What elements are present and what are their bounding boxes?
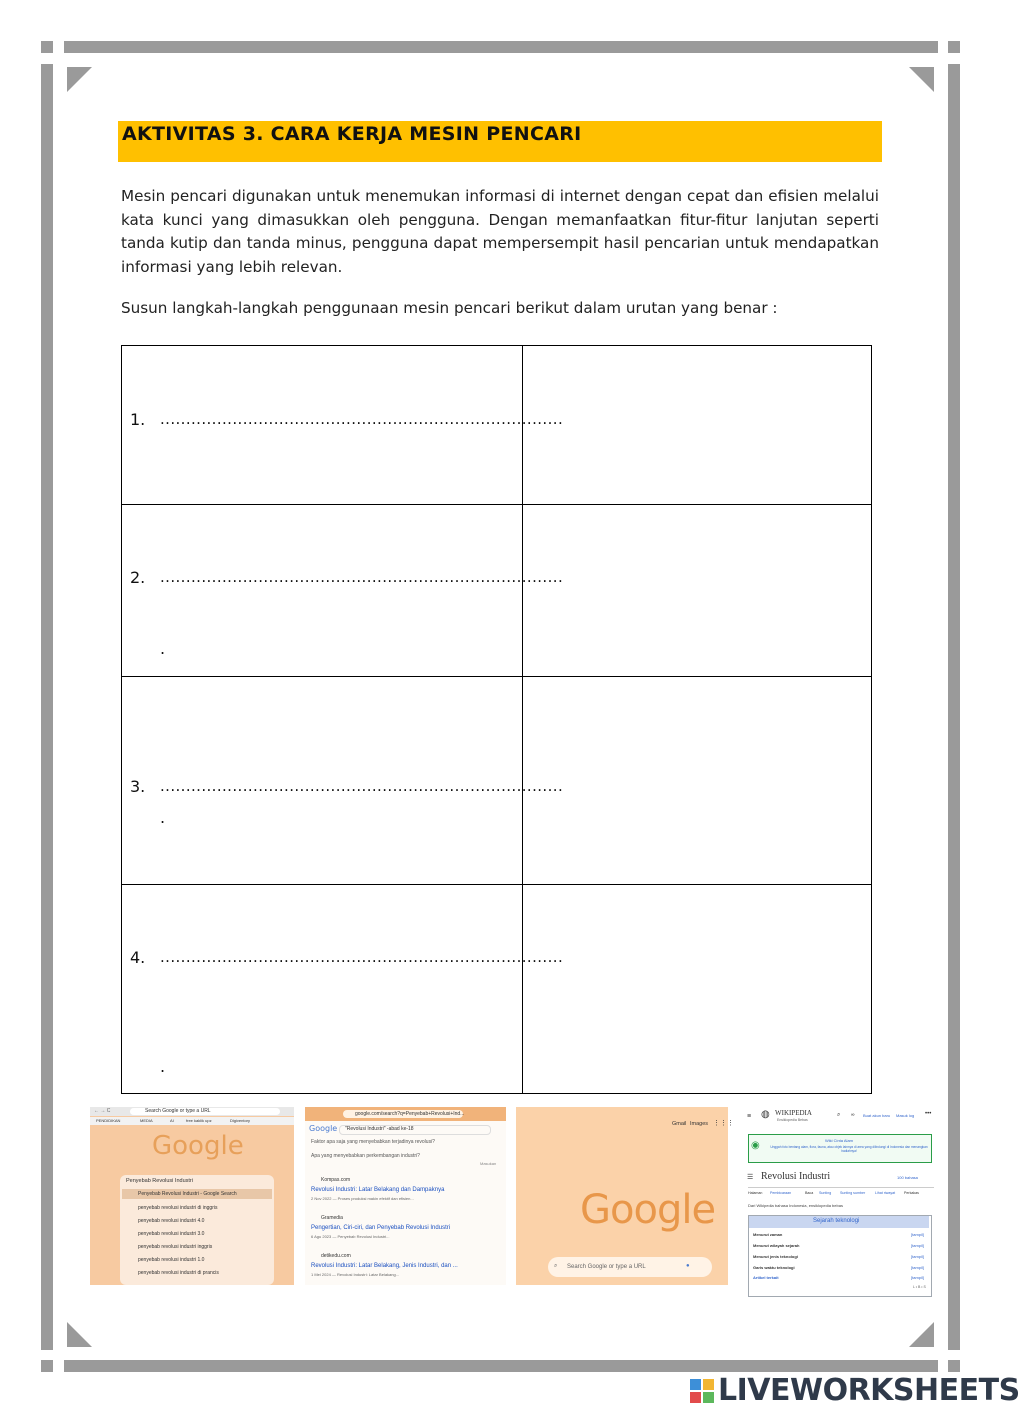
screenshot-card-google-home[interactable] <box>516 1107 734 1285</box>
navbox-footer: L • B • S <box>913 1285 926 1289</box>
banner-text: Unggah foto bentang alam, flora, fauna, atau objek lainnya di area yang dilindungi di Indonesia dan menangkan hadiahnya! <box>770 1145 928 1153</box>
suggestion-item[interactable]: penyebab revolusi industri di inggris <box>138 1205 218 1211</box>
frame-corner-square <box>948 1360 960 1372</box>
result-site: Kompas.com <box>321 1177 351 1183</box>
result-title[interactable]: Revolusi Industri: Latar Belakang, Jenis Industri, dan ... <box>311 1263 458 1269</box>
banner-title[interactable]: Wiki Cinta Alam <box>825 1138 854 1143</box>
drop-zone-cell[interactable] <box>523 885 872 1094</box>
article-title: Revolusi Industri <box>761 1171 831 1182</box>
navbox-item: Menurut jenis teknologi <box>753 1254 798 1259</box>
search-icon[interactable]: ⌕ <box>837 1112 841 1118</box>
step-number: 4. <box>130 948 146 967</box>
address-bar-text: Search Google or type a URL <box>145 1108 211 1114</box>
navbox-toggle[interactable]: [tampil] <box>911 1254 924 1259</box>
suggestion-item[interactable]: penyebab revolusi industri 4.0 <box>138 1218 205 1224</box>
article-origin-text: Dari Wikipedia bahasa Indonesia, ensiklopedia bebas <box>748 1203 843 1208</box>
banner-icon: ◉ <box>751 1140 760 1151</box>
suggestion-item[interactable]: penyebab revolusi industri 1.0 <box>138 1257 205 1263</box>
instruction-text: Susun langkah-langkah penggunaan mesin pencari berikut dalam urutan yang benar : <box>121 299 778 317</box>
navbox-item: Menurut wilayah sejarah <box>753 1243 800 1248</box>
login-link[interactable]: Masuk log <box>896 1113 915 1118</box>
bookmark-item: free kaklik upz <box>186 1118 212 1123</box>
bookmark-item: PENDIDIKAN <box>96 1118 121 1123</box>
table-row <box>122 677 872 885</box>
preferences-icon[interactable]: ∞ <box>851 1112 855 1118</box>
activity-heading-bar <box>118 121 882 162</box>
toc-icon[interactable]: ☰ <box>747 1174 754 1181</box>
frame-top-border <box>64 41 938 53</box>
table-row <box>122 885 872 1094</box>
answer-blank[interactable]: .............................................................................. <box>160 777 564 795</box>
result-snippet: 6 Agu 2023 — Penyebab Revolusi Industri... <box>311 1234 390 1239</box>
result-title[interactable]: Revolusi Industri: Latar Belakang dan Dampaknya <box>311 1187 445 1193</box>
frame-right-border <box>948 64 960 1350</box>
answer-blank-tail: . <box>160 1057 166 1076</box>
tab-tools[interactable]: Perkakas <box>904 1191 919 1195</box>
navbox-toggle[interactable]: [tampil] <box>911 1265 924 1270</box>
frame-corner-triangle <box>67 1322 92 1347</box>
feedback-link[interactable]: Masukan <box>480 1161 497 1166</box>
screenshot-card-search-results[interactable] <box>305 1107 506 1285</box>
google-logo: Google <box>152 1131 244 1161</box>
screenshot-card-search-suggestions[interactable] <box>90 1107 294 1285</box>
bookmark-item: AI <box>170 1118 174 1123</box>
navbox-title[interactable]: Sejarah teknologi <box>813 1218 860 1224</box>
answer-blank[interactable]: .............................................................................. <box>160 948 564 966</box>
google-logo: Google <box>580 1187 716 1233</box>
step-cell <box>122 346 564 505</box>
search-box-placeholder: Search Google or type a URL <box>567 1264 646 1270</box>
address-bar-text: google.com/search?q=Penyebab+Revolusi+Ind... <box>355 1111 465 1117</box>
wikipedia-globe-icon: ◍ <box>761 1109 770 1120</box>
bookmark-item: Digiventory <box>230 1118 251 1123</box>
tab-talk[interactable]: Pembicaraan <box>770 1191 792 1195</box>
navbox-toggle[interactable]: [tampil] <box>911 1275 924 1280</box>
step-cell <box>122 505 564 677</box>
step-number: 3. <box>130 777 146 796</box>
result-snippet: 1 Mei 2024 — Revolusi Industri: Latar Belakang... <box>311 1272 400 1277</box>
tab-history[interactable]: Lihat riwayat <box>875 1191 896 1195</box>
suggestion-item[interactable]: penyebab revolusi industri 3.0 <box>138 1231 205 1237</box>
frame-bottom-border <box>64 1360 938 1372</box>
bookmark-item: MEDIA <box>140 1118 153 1123</box>
drop-zone-cell[interactable] <box>523 346 872 505</box>
result-snippet: 2 Nov 2022 — Proses produksi makin efektif dan efisien... <box>311 1196 414 1201</box>
divider <box>748 1187 934 1188</box>
frame-corner-square <box>41 41 53 53</box>
tab-read[interactable]: Baca <box>805 1191 814 1195</box>
related-question[interactable]: Faktor apa saja yang menyebabkan terjadinya revolusi? <box>311 1139 435 1145</box>
navbox-item: Garis waktu teknologi <box>753 1265 795 1270</box>
suggestion-item[interactable]: penyebab revolusi industri di prancis <box>138 1270 219 1276</box>
result-site: Gramedia <box>321 1215 343 1221</box>
frame-corner-triangle <box>909 1322 934 1347</box>
tab-edit[interactable]: Sunting <box>819 1191 832 1195</box>
step-cell <box>122 677 564 885</box>
search-query: Penyebab Revolusi Industri <box>126 1178 193 1184</box>
navbox-toggle[interactable]: [tampil] <box>911 1243 924 1248</box>
step-cell <box>122 885 564 1094</box>
wikipedia-tagline: Ensiklopedia Bebas <box>777 1118 808 1122</box>
activity-heading: AKTIVITAS 3. CARA KERJA MESIN PENCARI <box>122 123 582 145</box>
answer-blank[interactable]: .............................................................................. <box>160 410 564 428</box>
language-selector[interactable]: 100 bahasa <box>897 1175 918 1180</box>
google-logo: Google <box>309 1124 338 1133</box>
suggestion-item[interactable]: Penyebab Revolusi Industri - Google Search <box>138 1191 237 1197</box>
frame-left-border <box>41 64 53 1350</box>
wikipedia-brand: WIKIPEDIA <box>775 1109 812 1117</box>
frame-corner-triangle <box>909 67 934 92</box>
drop-zone-cell[interactable] <box>523 677 872 885</box>
liveworksheets-wordmark: LIVEWORKSHEETS <box>718 1373 1020 1408</box>
search-query: "Revolusi Industri" -abad ke-18 <box>345 1126 414 1132</box>
related-question[interactable]: Apa yang menyebabkan perkembangan industri? <box>311 1153 420 1159</box>
answer-blank[interactable]: .............................................................................. <box>160 568 564 586</box>
result-site: detikedu.com <box>321 1253 351 1259</box>
nav-arrows-icon: ← → C <box>94 1108 111 1114</box>
answer-table <box>121 345 872 1094</box>
result-title[interactable]: Pengertian, Ciri-ciri, dan Penyebab Revolusi Industri <box>311 1225 451 1231</box>
step-number: 1. <box>130 410 146 429</box>
tab-article[interactable]: Halaman <box>748 1191 763 1195</box>
images-link[interactable]: Images <box>690 1121 709 1127</box>
step-number: 2. <box>130 568 146 587</box>
answer-blank-tail: . <box>160 808 166 827</box>
apps-grid-icon[interactable]: ⋮⋮⋮ <box>713 1120 734 1127</box>
frame-corner-square <box>948 41 960 53</box>
intro-paragraph: Mesin pencari digunakan untuk menemukan informasi di internet dengan cepat dan efisien melalui kata kunci yang dimasukkan oleh pengguna. Dengan memanfaatkan fitur-fitur lanjutan seperti tanda kutip dan tanda minus, pengguna dapat mempersempit hasil pencarian untuk mendapatkan informasi yang lebih relevan. <box>121 187 879 276</box>
answer-blank-tail: . <box>160 639 166 658</box>
navbox-item[interactable]: Artikel terkait <box>753 1275 779 1280</box>
menu-icon[interactable]: ≡ <box>747 1113 752 1120</box>
search-icon: ⌕ <box>554 1263 558 1269</box>
more-icon[interactable]: ••• <box>925 1111 932 1117</box>
navbox-toggle[interactable]: [tampil] <box>911 1232 924 1237</box>
mic-icon[interactable]: ● <box>686 1263 690 1269</box>
liveworksheets-logo-icon <box>690 1379 716 1405</box>
screenshot-card-wikipedia[interactable] <box>745 1107 937 1289</box>
table-row <box>122 505 872 677</box>
tab-edit-source[interactable]: Sunting sumber <box>840 1191 866 1195</box>
gmail-link[interactable]: Gmail <box>672 1121 687 1127</box>
navbox-item: Menurut zaman <box>753 1232 783 1237</box>
suggestion-item[interactable]: penyebab revolusi industri inggris <box>138 1244 213 1250</box>
frame-corner-triangle <box>67 67 92 92</box>
table-row <box>122 346 872 505</box>
create-account-link[interactable]: Buat akun baru <box>863 1113 891 1118</box>
drop-zone-cell[interactable] <box>523 505 872 677</box>
frame-corner-square <box>41 1360 53 1372</box>
